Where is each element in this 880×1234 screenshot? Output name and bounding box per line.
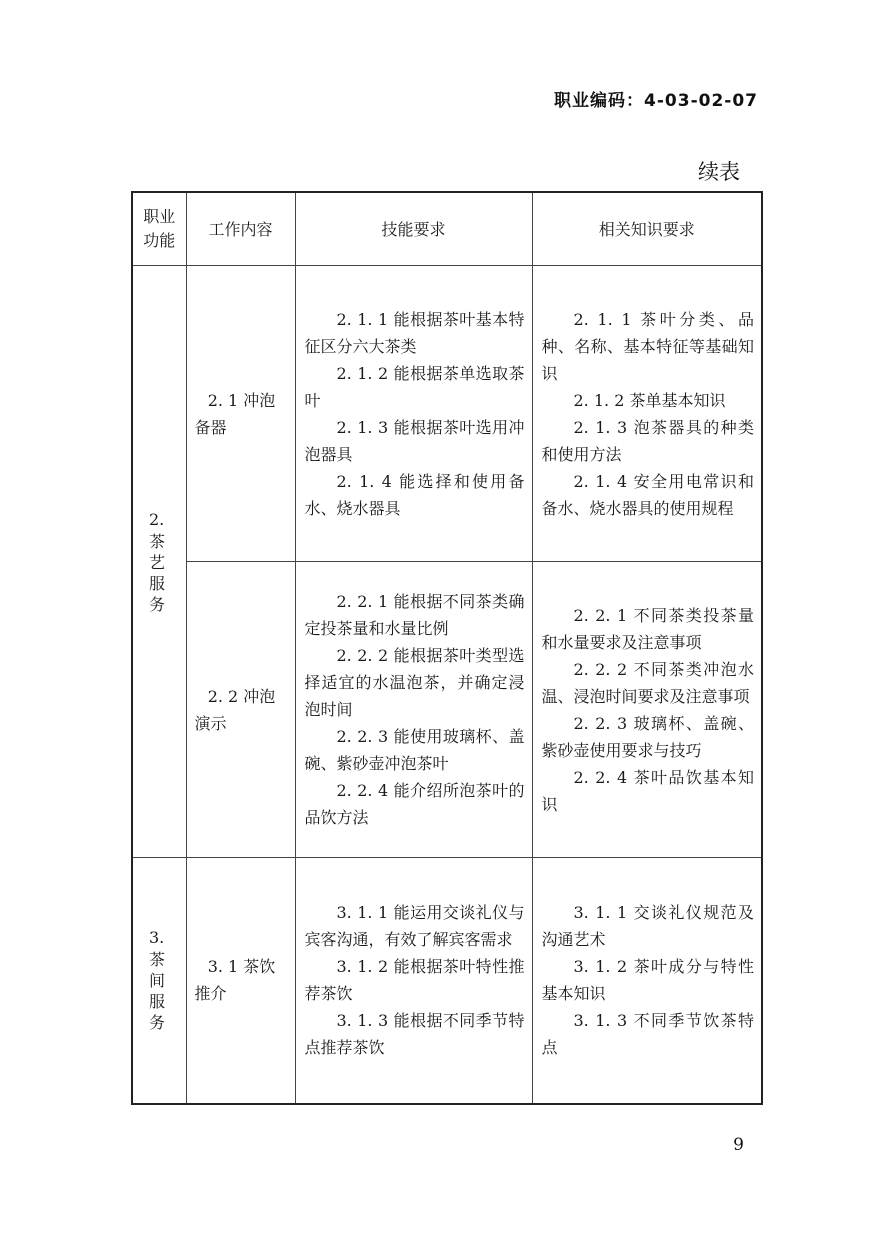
knowledge-cell xyxy=(532,266,762,562)
skills-cell xyxy=(295,858,532,1104)
knowledge-item: 2. 2. 2 不同茶类冲泡水温、浸泡时间要求及注意事项 xyxy=(541,659,754,706)
table-row xyxy=(132,858,762,1104)
work-content-line: 推介 xyxy=(194,984,227,1004)
skill-item: 2. 1. 1 能根据茶叶基本特征区分六大茶类 xyxy=(304,309,525,356)
function-cell-tea-art xyxy=(132,266,186,858)
knowledge-item: 2. 1. 4 安全用电常识和备水、烧水器具的使用规程 xyxy=(541,471,754,518)
knowledge-item: 2. 2. 3 玻璃杯、盖碗、紫砂壶使用要求与技巧 xyxy=(541,713,754,760)
knowledge-cell xyxy=(532,858,762,1104)
knowledge-item: 2. 1. 3 泡茶器具的种类和使用方法 xyxy=(541,417,754,464)
skill-item: 2. 1. 4 能选择和使用备水、烧水器具 xyxy=(304,471,525,518)
work-content-line: 2. 1 冲泡 xyxy=(207,390,276,410)
header-work-content: 工作内容 xyxy=(186,192,295,266)
function-number: 3. xyxy=(149,928,165,948)
header-function xyxy=(132,192,186,266)
knowledge-item: 3. 1. 3 不同季节饮茶特点 xyxy=(541,1011,754,1058)
knowledge-item: 2. 1. 1 茶叶分类、品种、名称、基本特征等基础知识 xyxy=(541,309,754,383)
knowledge-item: 3. 1. 2 茶叶成分与特性基本知识 xyxy=(541,957,754,1004)
work-content-cell xyxy=(186,266,295,562)
table-header-row xyxy=(132,192,762,266)
knowledge-item: 3. 1. 1 交谈礼仪规范及沟通艺术 xyxy=(541,903,754,950)
skill-item: 2. 2. 2 能根据茶叶类型选择适宜的水温泡茶，并确定浸泡时间 xyxy=(304,646,525,719)
skills-cell xyxy=(295,562,532,858)
function-cell-tea-room xyxy=(132,858,186,1104)
skills-cell xyxy=(295,266,532,562)
skill-item: 3. 1. 3 能根据不同季节特点推荐茶饮 xyxy=(304,1011,525,1058)
table-row xyxy=(132,266,762,562)
work-content-line: 演示 xyxy=(194,713,227,733)
occupation-code: 职业编码：4-03-02-07 xyxy=(554,91,758,111)
knowledge-item: 2. 1. 2 茶单基本知识 xyxy=(573,390,726,410)
skill-item: 3. 1. 2 能根据茶叶特性推荐茶饮 xyxy=(304,957,525,1004)
function-name: 茶艺服务 xyxy=(149,531,166,614)
page-number: 9 xyxy=(733,1135,744,1155)
work-content-cell xyxy=(186,858,295,1104)
work-content-cell xyxy=(186,562,295,858)
skill-item: 2. 2. 1 能根据不同茶类确定投茶量和水量比例 xyxy=(304,592,525,638)
table-row xyxy=(132,562,762,858)
header-function-label: 职业 功能 xyxy=(143,207,176,250)
knowledge-item: 2. 2. 1 不同茶类投茶量和水量要求及注意事项 xyxy=(541,605,754,652)
work-content-line: 备器 xyxy=(194,417,227,437)
skill-item: 2. 2. 4 能介绍所泡茶叶的品饮方法 xyxy=(304,781,525,827)
header-skill-requirements: 技能要求 xyxy=(295,192,532,266)
skill-item: 2. 1. 3 能根据茶叶选用冲泡器具 xyxy=(304,417,525,464)
knowledge-cell xyxy=(532,562,762,858)
work-content-line: 2. 2 冲泡 xyxy=(207,686,276,706)
header-knowledge-requirements: 相关知识要求 xyxy=(532,192,762,266)
skill-item: 3. 1. 1 能运用交谈礼仪与宾客沟通，有效了解宾客需求 xyxy=(304,903,525,950)
skill-item: 2. 2. 3 能使用玻璃杯、盖碗、紫砂壶冲泡茶叶 xyxy=(304,727,525,773)
continued-table-label: 续表 xyxy=(698,160,740,184)
function-number: 2. xyxy=(149,509,165,529)
function-name: 茶间服务 xyxy=(149,950,166,1033)
standard-table xyxy=(131,191,763,1105)
skill-item: 2. 1. 2 能根据茶单选取茶叶 xyxy=(304,363,525,410)
knowledge-item: 2. 2. 4 茶叶品饮基本知识 xyxy=(541,767,754,814)
work-content-line: 3. 1 茶饮 xyxy=(207,957,276,977)
